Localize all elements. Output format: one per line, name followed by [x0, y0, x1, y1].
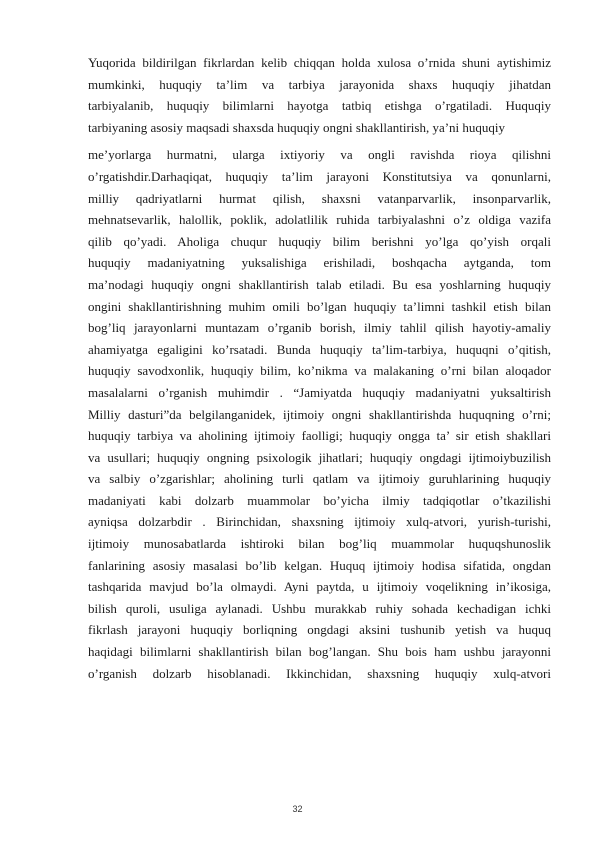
text-line: masalalarni o’rganish muhimdir . “Jamiyatda huquqiy madaniyatni yuksaltirish: [88, 384, 551, 400]
text-line: huquqiy savodxonlik, huquqiy bilim, ko’nikma va malakaning o’rni bilan aloqador: [88, 363, 551, 379]
document-page: [88, 52, 551, 684]
text-line: ijtimoiy munosabatlarda ishtiroki bilan bog’liq muammolar huquqshunoslik: [88, 536, 551, 552]
text-line: bog’liq jarayonlarni muntazam o’rganib borish, ilmiy tahlil qilish hayotiy-amaliy: [88, 320, 551, 336]
text-line: bilish quroli, usuliga aylanadi. Ushbu murakkab ruhiy sohada kechadigan ichki: [88, 600, 551, 616]
text-line: fikrlash jarayoni huquqiy borliqning ongdagi aksini tushunib yetish va huquq: [88, 622, 551, 638]
text-line: me’yorlarga hurmatni, ularga ixtiyoriy va ongli ravishda rioya qilishni: [88, 147, 551, 163]
text-line: va usullari; huquqiy ongning psixologik jihatlari; huquqiy ongdagi ijtimoiybuzilish: [88, 449, 551, 465]
text-line: tarbiyaning asosiy maqsadi shaxsda huquqiy ongni shakllantirish, ya’ni huquqiy: [88, 119, 506, 135]
text-line: Yuqorida bildirilgan fikrlardan kelib chiqqan holda xulosa o’rnida shuni aytishimiz: [88, 55, 551, 70]
text-line: haqidagi bilimlarni shakllantirish bilan bog’langan. Shu bois ham ushbu jarayonni: [88, 644, 551, 660]
text-line: qilib qo’yadi. Aholiga chuqur huquqiy bilim berishni yo’lga qo’yish orqali: [88, 233, 551, 249]
text-line: ma’nodagi huquqiy ongni shakllantirish talab etiladi. Bu esa yoshlarning huquqiy: [88, 276, 551, 292]
text-line: madaniyati kabi dolzarb muammolar bo’yicha ilmiy tadqiqotlar o’tkazilishi: [88, 492, 551, 508]
text-line: o’rgatishdir.Darhaqiqat, huquqiy ta’lim jarayoni Konstitutsiya va qonunlarni,: [88, 168, 551, 184]
text-line: huquqiy madaniyatning yuksalishiga erishiladi, boshqacha aytganda, tom: [88, 255, 551, 271]
text-line: Milliy dasturi”da belgilanganidek, ijtimoiy ongni shakllantirishda huquqning o’rni;: [88, 406, 551, 422]
text-line: ayniqsa dolzarbdir . Birinchidan, shaxsning ijtimoiy xulq-atvori, yurish-turishi,: [88, 514, 551, 530]
text-line: mehnatsevarlik, halollik, poklik, adolatlilik ruhida tarbiyalashni o’z oldiga vazifa: [88, 212, 551, 228]
text-line: tarbiyalanib, huquqiy bilimlarni hayotga tatbiq etishga o’rgatiladi. Huquqiy: [88, 98, 551, 114]
text-line: va salbiy o’zgarishlar; aholining turli qatlam va ijtimoiy guruhlarining huquqiy: [88, 471, 551, 487]
paragraph-intro: [88, 52, 551, 138]
text-line: ongini shakllantirishning muhim omili bo’lgan huquqiy ta’limni tashkil etish bilan: [88, 298, 551, 314]
text-line: tashqarida mavjud bo’la olmaydi. Ayni paytda, u ijtimoiy voqelikning in’ikosiga,: [88, 579, 551, 595]
paragraph-body: [88, 144, 551, 684]
text-line: huquqiy tarbiya va aholining ijtimoiy faolligi; huquqiy ongga ta’ sir etish shakllari: [88, 428, 551, 444]
page-number: 32: [292, 804, 303, 814]
text-line: milliy qadriyatlarni hurmat qilish, shaxsni vatanparvarlik, insonparvarlik,: [88, 190, 551, 206]
text-line: fanlarining asosiy masalasi bo’lib kelgan. Huquq ijtimoiy hodisa sifatida, ongdan: [88, 557, 551, 573]
text-line: ahamiyatga egaligini ko’rsatadi. Bunda huquqiy ta’lim-tarbiya, huquqni o’qitish,: [88, 341, 551, 357]
text-line: o’rganish dolzarb hisoblanadi. Ikkinchidan, shaxsning huquqiy xulq-atvori: [88, 665, 551, 681]
text-line: mumkinki, huquqiy ta’lim va tarbiya jarayonida shaxs huquqiy jihatdan: [88, 76, 551, 92]
